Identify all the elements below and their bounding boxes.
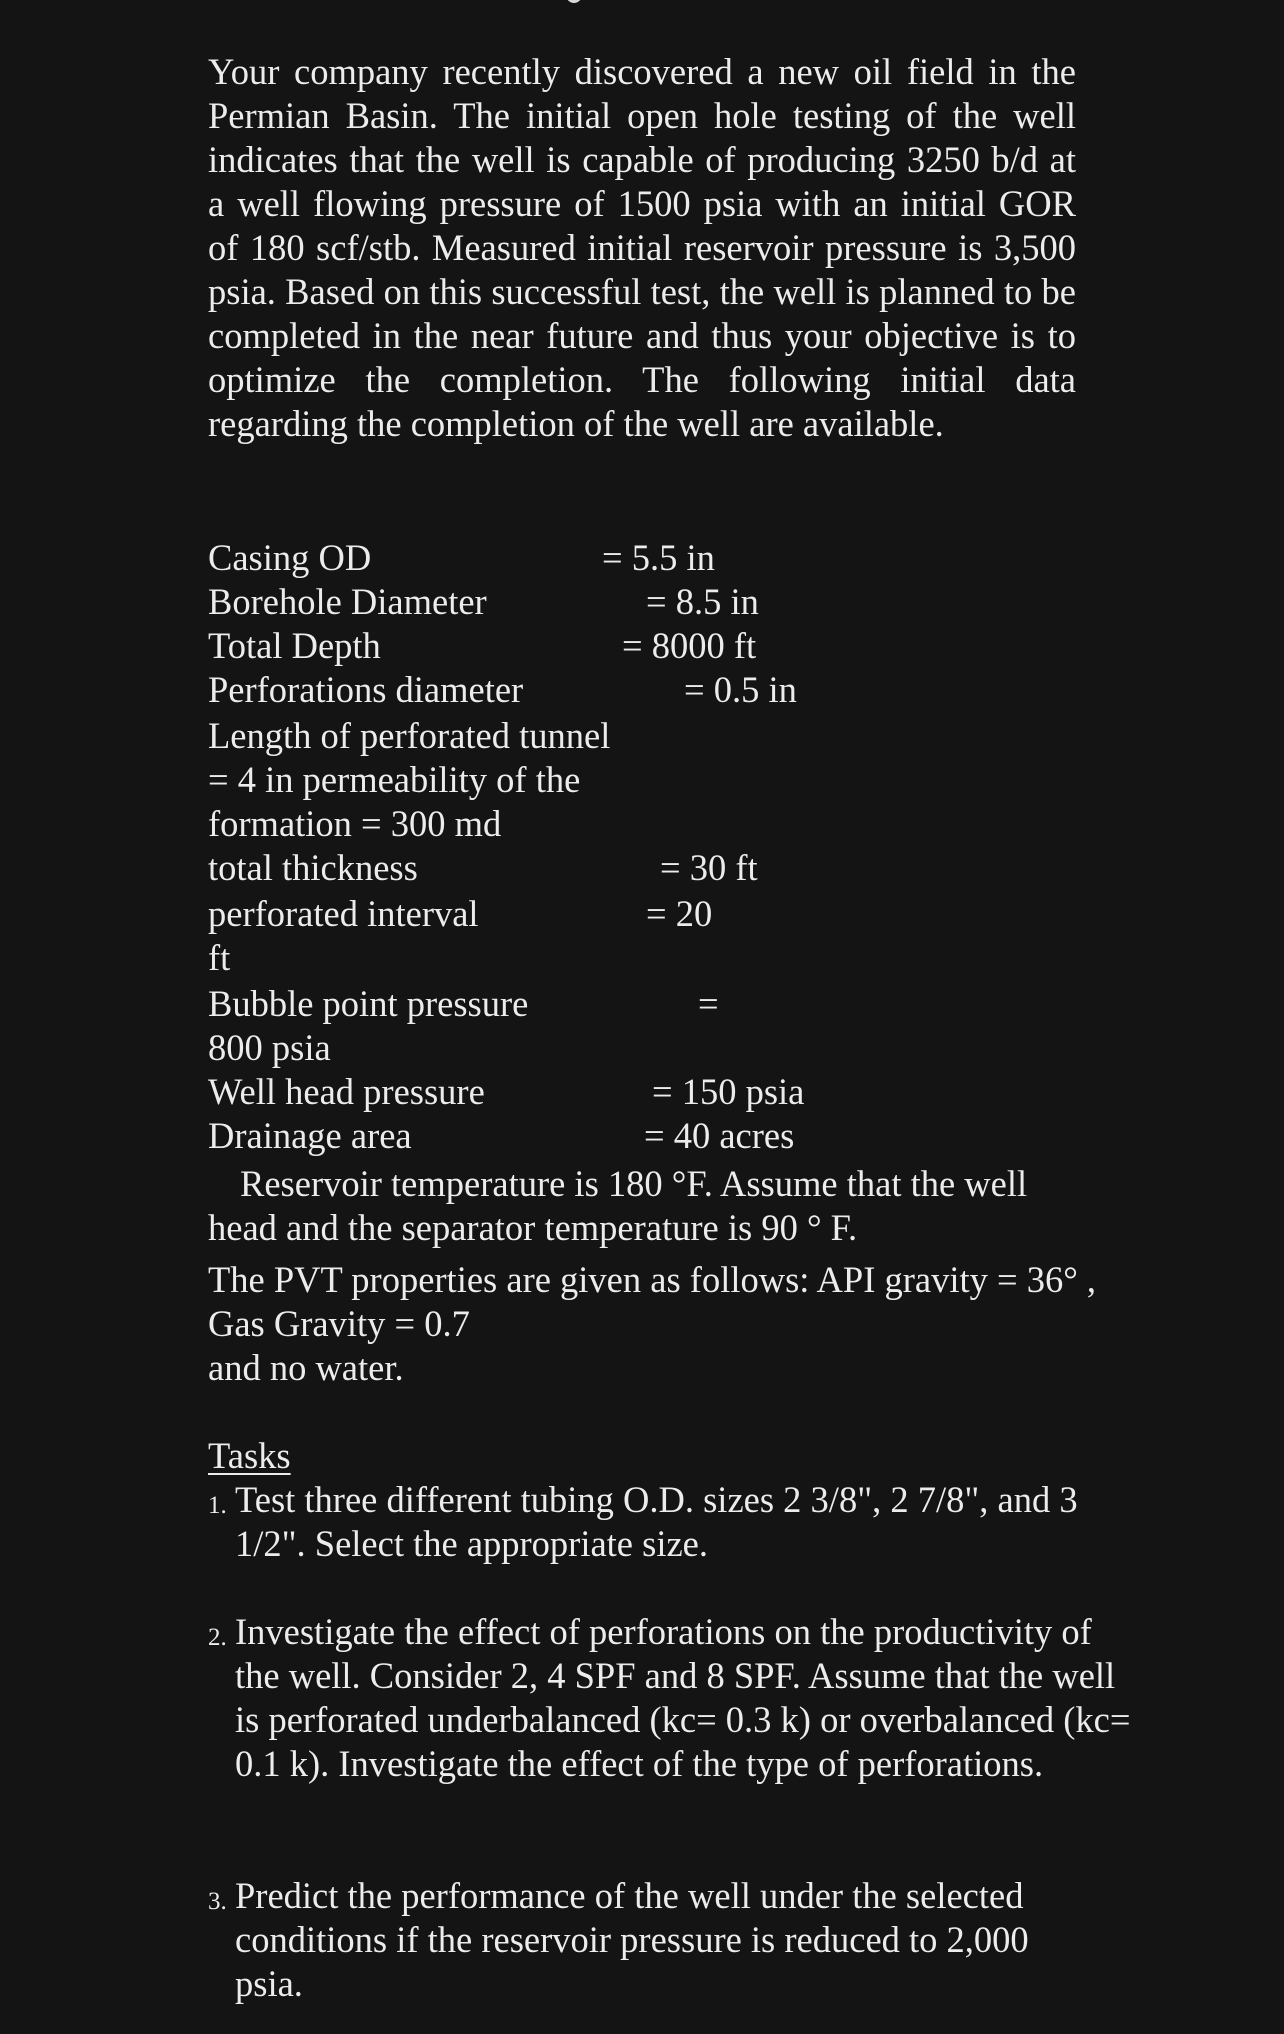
- task-text: Investigate the effect of perforations on the productivity of the well. Consider 2, 4 SPF and 8 SPF. Assume that the well is perforated underbalanced (kc= 0.3 k) or overbalanced (kc= 0.1 k). Investigate the effect of the type of perforations.: [235, 1611, 1131, 1784]
- task-text: Predict the performance of the well under the selected conditions if the reservoir pressure is reduced to 2,000 psia.: [235, 1875, 1029, 2004]
- task-item-1: [208, 1478, 1138, 1566]
- tunnel-line-2: = 4 in permeability of the: [208, 759, 581, 800]
- casing-od-value: = 5.5 in: [602, 537, 715, 578]
- pvt-line-1: The PVT properties are given as follows: API gravity = 36° ,: [208, 1259, 1097, 1300]
- drainage-value: = 40 acres: [644, 1115, 795, 1156]
- tasks-heading: Tasks: [208, 1435, 291, 1476]
- interval-value: = 20: [646, 893, 713, 934]
- drainage-label: Drainage area: [208, 1115, 412, 1156]
- borehole-label: Borehole Diameter: [208, 581, 487, 622]
- task-number: 3.: [208, 1888, 227, 1915]
- depth-value: = 8000 ft: [622, 625, 757, 666]
- pvt-line-3: and no water.: [208, 1347, 404, 1388]
- interval-unit: ft: [208, 937, 231, 978]
- task-number: 1.: [208, 1492, 227, 1519]
- task-text: Test three different tubing O.D. sizes 2 3/8", 2 7/8", and 3 1/2". Select the appropriate size.: [235, 1479, 1078, 1564]
- tunnel-line-3: formation = 300 md: [208, 803, 502, 844]
- thickness-label: total thickness: [208, 847, 418, 888]
- temperature-paragraph: Reservoir temperature is 180 °F. Assume that the well head and the separator temperature is 90 ° F.: [208, 1163, 1028, 1248]
- interval-label: perforated interval: [208, 893, 479, 934]
- bubble-equals: =: [698, 983, 719, 1024]
- thickness-value: = 30 ft: [660, 847, 758, 888]
- bubble-label: Bubble point pressure: [208, 983, 529, 1024]
- casing-od-label: Casing OD: [208, 537, 372, 578]
- depth-label: Total Depth: [208, 625, 381, 666]
- bubble-value: 800 psia: [208, 1027, 331, 1068]
- tunnel-line-1: Length of perforated tunnel: [208, 715, 611, 756]
- task-item-2: [208, 1610, 1138, 1786]
- task-number: 2.: [208, 1624, 227, 1651]
- intro-paragraph: Your company recently discovered a new oil field in the Permian Basin. The initial open hole testing of the well indicates that the well is capable of producing 3250 b/d at a well flowing pressure of 1500 psia with an initial GOR of 180 scf/stb. Measured initial reservoir pressure is 3,500 psia. Based on this successful test, the well is planned to be completed in the near future and thus your objective is to optimize the completion. The following initial data regarding the completion of the well are available.: [208, 51, 1076, 444]
- pvt-line-2: Gas Gravity = 0.7: [208, 1303, 470, 1344]
- borehole-value: = 8.5 in: [646, 581, 759, 622]
- perf-diameter-label: Perforations diameter: [208, 669, 524, 710]
- whp-value: = 150 psia: [652, 1071, 805, 1112]
- task-item-3: [208, 1874, 1138, 2006]
- cropped-text-fragment: [566, 0, 582, 3]
- perf-diameter-value: = 0.5 in: [684, 669, 797, 710]
- whp-label: Well head pressure: [208, 1071, 485, 1112]
